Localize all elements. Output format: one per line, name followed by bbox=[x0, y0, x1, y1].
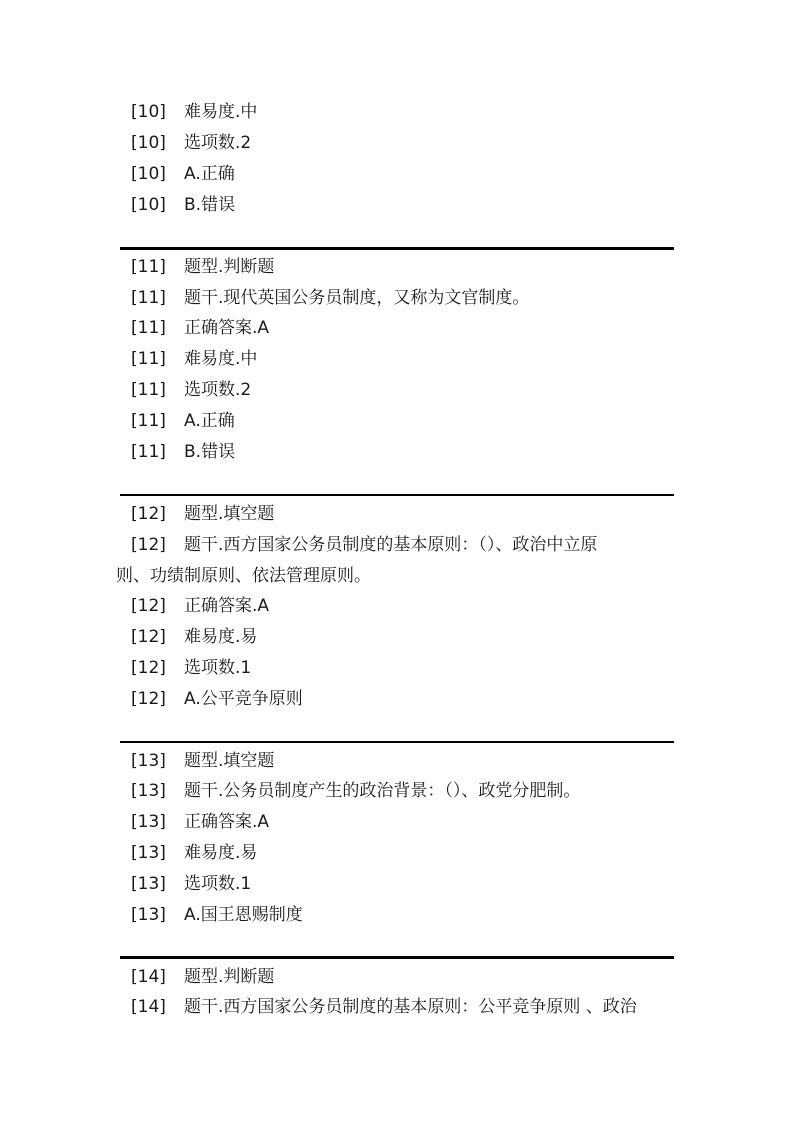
question-line bbox=[131, 287, 529, 309]
question-text: A.正确 bbox=[184, 164, 235, 184]
question-number: [12] bbox=[131, 596, 166, 616]
question-text: 难易度.易 bbox=[184, 627, 258, 647]
question-line bbox=[131, 842, 257, 864]
question-number: [13] bbox=[131, 812, 166, 832]
question-line bbox=[131, 348, 257, 370]
question-number: [13] bbox=[131, 874, 166, 894]
question-text: A.正确 bbox=[184, 411, 235, 431]
question-number: [11] bbox=[131, 318, 166, 338]
question-text: 题干.西方国家公务员制度的基本原则：公平竞争原则 、政治 bbox=[184, 997, 637, 1017]
question-line bbox=[131, 163, 235, 185]
question-text: 难易度.中 bbox=[184, 349, 258, 369]
question-divider bbox=[120, 494, 674, 496]
question-line bbox=[131, 503, 274, 525]
question-text: 题干.西方国家公务员制度的基本原则：（）、政治中立原 bbox=[184, 535, 598, 555]
question-number: [12] bbox=[131, 689, 166, 709]
question-line bbox=[131, 256, 274, 278]
question-text: 选项数.2 bbox=[184, 133, 252, 153]
question-number: [14] bbox=[131, 997, 166, 1017]
question-number: [11] bbox=[131, 442, 166, 462]
question-line bbox=[131, 379, 251, 401]
question-number: [11] bbox=[131, 349, 166, 369]
question-line bbox=[131, 657, 251, 679]
question-number: [14] bbox=[131, 967, 166, 987]
question-number: [10] bbox=[131, 195, 166, 215]
question-text: A.国王恩赐制度 bbox=[184, 905, 303, 925]
question-divider bbox=[120, 741, 674, 743]
question-line bbox=[131, 194, 235, 216]
question-text: 选项数.2 bbox=[184, 380, 252, 400]
question-text: 题干.公务员制度产生的政治背景：（）、政党分肥制。 bbox=[184, 781, 581, 801]
question-number: [11] bbox=[131, 411, 166, 431]
question-line bbox=[131, 534, 597, 556]
question-text: 题干.现代英国公务员制度，又称为文官制度。 bbox=[184, 288, 530, 308]
question-text: 正确答案.A bbox=[184, 318, 270, 338]
question-number: [10] bbox=[131, 133, 166, 153]
question-number: [11] bbox=[131, 257, 166, 277]
question-text: 正确答案.A bbox=[184, 596, 270, 616]
question-number: [11] bbox=[131, 288, 166, 308]
question-text: 题型.判断题 bbox=[184, 257, 275, 277]
question-text: 难易度.中 bbox=[184, 102, 258, 122]
question-line bbox=[131, 750, 274, 772]
question-number: [12] bbox=[131, 504, 166, 524]
question-line bbox=[131, 441, 235, 463]
question-text-continuation: 则、功绩制原则、依法管理原则。 bbox=[116, 566, 371, 586]
question-line bbox=[131, 595, 269, 617]
question-number: [11] bbox=[131, 380, 166, 400]
question-text: B.错误 bbox=[184, 442, 236, 462]
question-line bbox=[131, 904, 303, 926]
question-number: [13] bbox=[131, 781, 166, 801]
question-number: [10] bbox=[131, 164, 166, 184]
question-divider bbox=[120, 956, 674, 959]
question-text: B.错误 bbox=[184, 195, 236, 215]
question-text: 难易度.易 bbox=[184, 843, 258, 863]
question-line bbox=[131, 780, 580, 802]
question-number: [12] bbox=[131, 627, 166, 647]
question-text: A.公平竞争原则 bbox=[184, 689, 303, 709]
question-number: [13] bbox=[131, 751, 166, 771]
question-line bbox=[131, 317, 269, 339]
question-text: 题型.填空题 bbox=[184, 504, 275, 524]
question-number: [13] bbox=[131, 843, 166, 863]
question-line bbox=[131, 101, 257, 123]
question-text: 正确答案.A bbox=[184, 812, 270, 832]
question-line bbox=[131, 410, 235, 432]
question-text: 题型.判断题 bbox=[184, 967, 275, 987]
question-divider bbox=[120, 247, 674, 250]
question-text: 选项数.1 bbox=[184, 874, 252, 894]
question-number: [12] bbox=[131, 658, 166, 678]
question-line bbox=[131, 873, 251, 895]
question-line bbox=[131, 626, 257, 648]
question-line bbox=[131, 966, 274, 988]
question-line bbox=[131, 996, 637, 1018]
question-number: [10] bbox=[131, 102, 166, 122]
question-text: 选项数.1 bbox=[184, 658, 252, 678]
question-number: [13] bbox=[131, 905, 166, 925]
question-line bbox=[131, 811, 269, 833]
question-number: [12] bbox=[131, 535, 166, 555]
question-line bbox=[131, 688, 303, 710]
question-line bbox=[131, 132, 251, 154]
question-text: 题型.填空题 bbox=[184, 751, 275, 771]
